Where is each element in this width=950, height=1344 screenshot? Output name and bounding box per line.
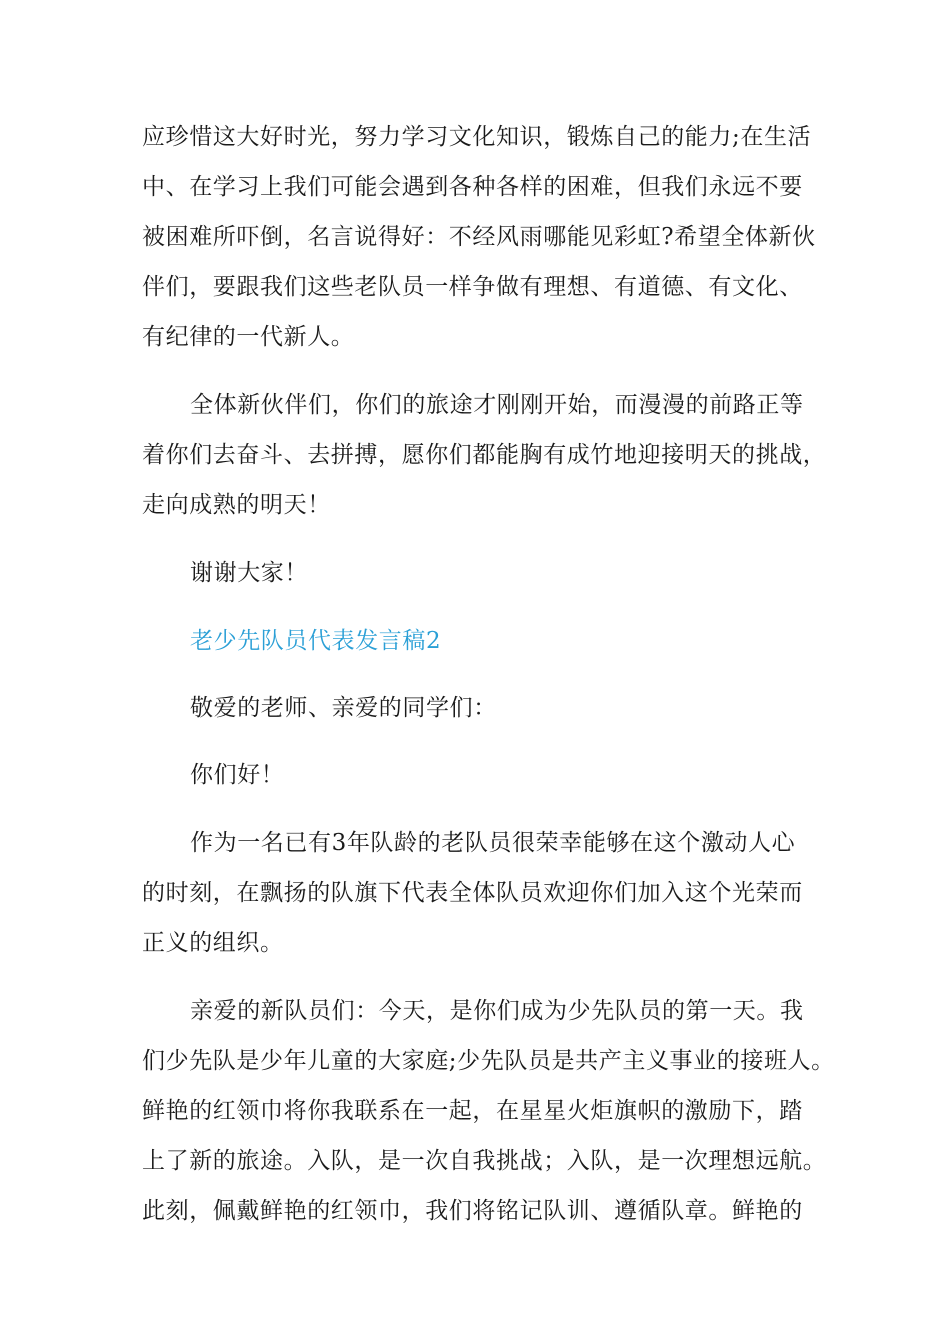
text-line: 正义的组织。: [142, 930, 284, 956]
text-line: 走向成熟的明天！: [142, 492, 331, 518]
text-line: 着你们去奋斗、去拼搏，愿你们都能胸有成竹地迎接明天的挑战，: [142, 442, 827, 468]
text-line: 全体新伙伴们，你们的旅途才刚刚开始，而漫漫的前路正等: [190, 392, 804, 418]
text-line: 的时刻，在飘扬的队旗下代表全体队员欢迎你们加入这个光荣而: [142, 880, 803, 906]
hello-line: 你们好！: [190, 762, 285, 788]
text-line: 鲜艳的红领巾将你我联系在一起，在星星火炬旗帜的激励下，踏: [142, 1098, 803, 1124]
text-line: 应珍惜这大好时光，努力学习文化知识，锻炼自己的能力;在生活: [142, 124, 812, 150]
text-line: 作为一名已有3年队龄的老队员很荣幸能够在这个激动人心: [190, 830, 796, 856]
thanks-line: 谢谢大家！: [190, 560, 308, 586]
text-line: 亲爱的新队员们：今天，是你们成为少先队员的第一天。我: [190, 998, 804, 1024]
greeting-line: 敬爱的老师、亲爱的同学们：: [190, 695, 497, 721]
text-line: 伴们，要跟我们这些老队员一样争做有理想、有道德、有文化、: [142, 274, 803, 300]
text-line: 中、在学习上我们可能会遇到各种各样的困难，但我们永远不要: [142, 174, 803, 200]
text-line: 此刻，佩戴鲜艳的红领巾，我们将铭记队训、遵循队章。鲜艳的: [142, 1198, 803, 1224]
text-line: 被困难所吓倒，名言说得好：不经风雨哪能见彩虹?希望全体新伙: [142, 224, 816, 250]
text-line: 上了新的旅途。入队，是一次自我挑战；入队，是一次理想远航。: [142, 1148, 827, 1174]
text-line: 们少先队是少年儿童的大家庭;少先队员是共产主义事业的接班人。: [142, 1048, 835, 1074]
section-heading: 老少先队员代表发言稿2: [190, 628, 442, 654]
text-line: 有纪律的一代新人。: [142, 324, 355, 350]
